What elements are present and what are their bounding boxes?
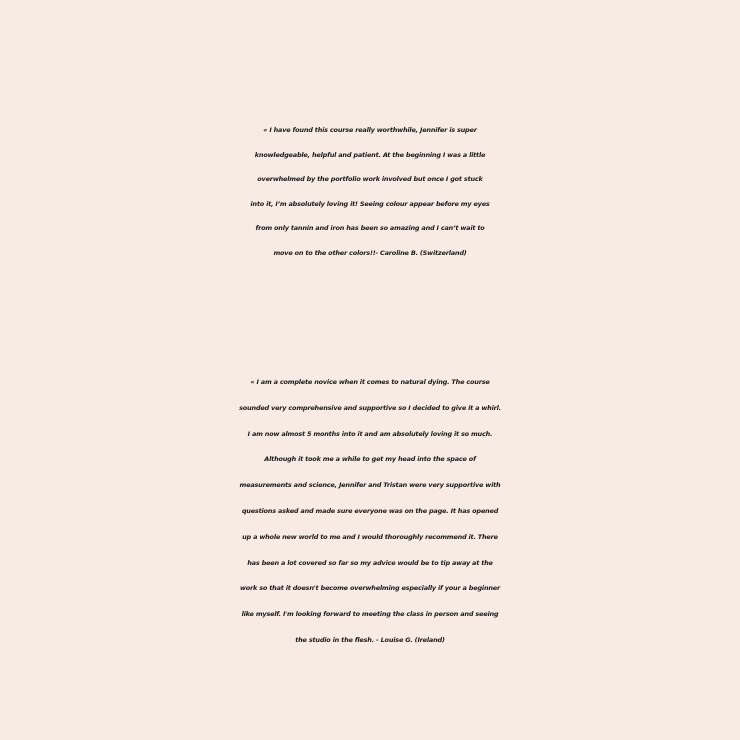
testimonial-louise <box>0 370 740 654</box>
testimonial-line: I am now almost 5 months into it and am absolutely loving it so much. <box>247 429 493 438</box>
testimonial-line: from only tannin and iron has been so amazing and I can’t wait to <box>255 224 485 232</box>
testimonial-line: has been a lot covered so far so my advice would be to tip away at the <box>247 558 493 567</box>
testimonial-line: measurements and science, Jennifer and Tristan were very supportive with <box>239 481 501 490</box>
testimonial-line: into it, I’m absolutely loving it! Seeing colour appear before my eyes <box>250 199 490 208</box>
testimonial-line: sounded very comprehensive and supportive so I decided to give it a whirl. <box>239 403 501 412</box>
testimonial-line: Although it took me a while to get my head into the space of <box>264 455 476 464</box>
testimonial-line: knowledgeable, helpful and patient. At the beginning I was a little <box>254 150 486 159</box>
testimonial-line: the studio in the flesh. - Louise G. (Ireland) <box>295 635 445 644</box>
testimonial-line: questions asked and made sure everyone was on the page. It has opened <box>241 506 499 515</box>
testimonial-line: move on to the other colors!!- Caroline B. (Switzerland) <box>273 248 467 257</box>
testimonial-line: overwhelmed by the portfolio work involved but once I got stuck <box>257 175 483 183</box>
testimonial-line: work so that it doesn't become overwhelming especially if your a beginner <box>239 584 501 593</box>
testimonial-line: « I have found this course really worthwhile, Jennifer is super <box>263 126 477 134</box>
testimonial-line: up a whole new world to me and I would thoroughly recommend it. There <box>242 532 498 541</box>
testimonial-line: « I am a complete novice when it comes to natural dying. The course <box>250 378 490 386</box>
testimonial-line: like myself. I'm looking forward to meeting the class in person and seeing <box>241 610 499 619</box>
testimonial-caroline <box>0 118 740 265</box>
